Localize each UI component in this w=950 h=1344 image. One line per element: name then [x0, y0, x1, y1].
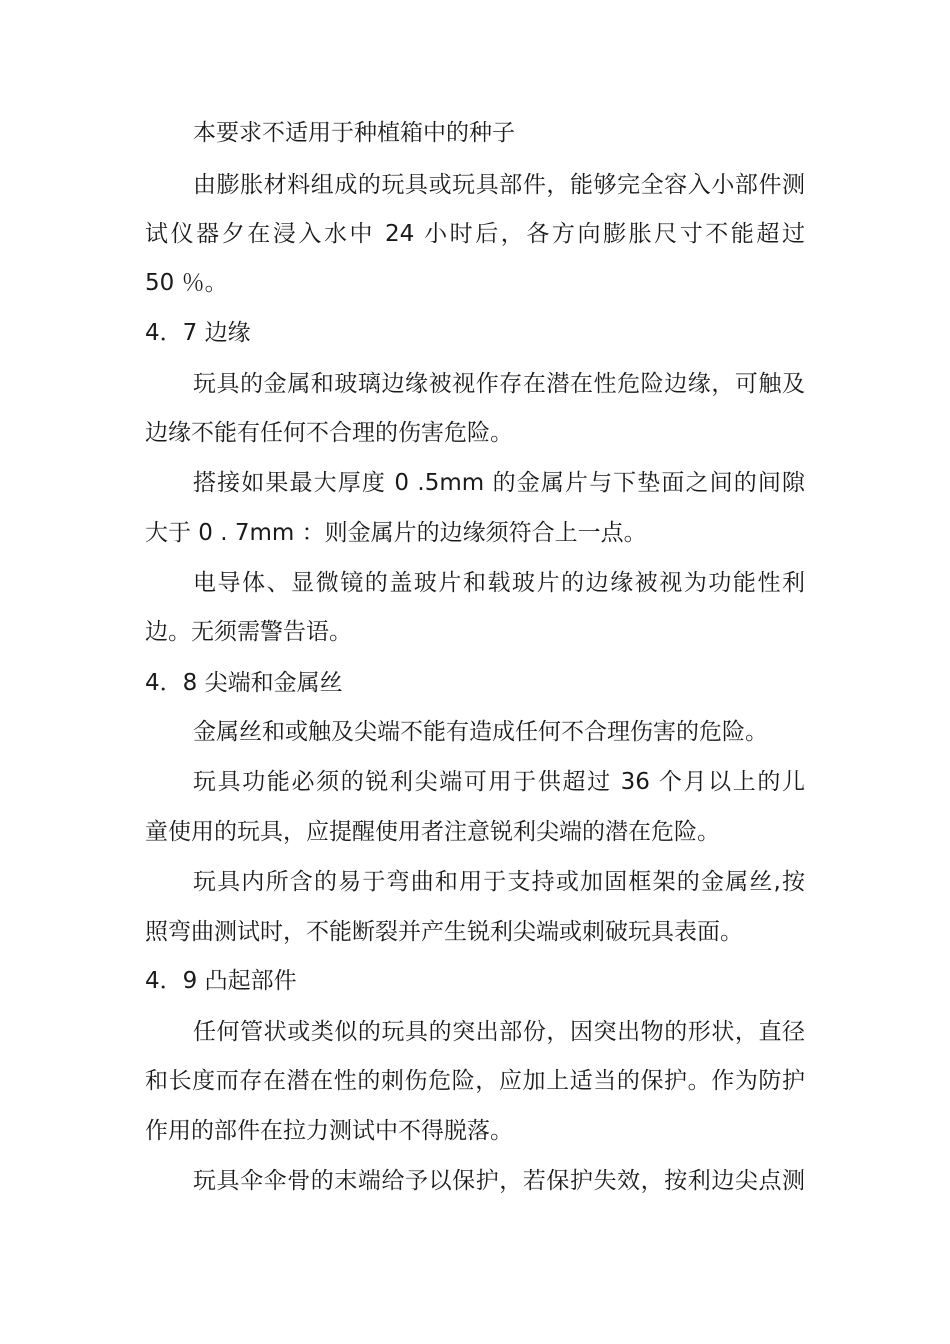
paragraph-line: 玩具的金属和玻璃边缘被视作存在潜在性危险边缘，可触及 [193, 371, 805, 397]
paragraph-line: 玩具内所含的易于弯曲和用于支持或加固框架的金属丝,按 [193, 869, 805, 895]
paragraph-line: 试仪器夕在浸入水中 24 小时后，各方向膨胀尺寸不能超过 [145, 221, 805, 247]
paragraph-line: 金属丝和或触及尖端不能有造成任何不合理伤害的危险。 [193, 719, 768, 745]
paragraph-line: 50 ％。 [145, 270, 228, 296]
section-heading: 4．8 尖端和金属丝 [145, 670, 343, 696]
section-heading: 4．7 边缘 [145, 320, 251, 346]
paragraph-line: 由膨胀材料组成的玩具或玩具部件，能够完全容入小部件测 [193, 172, 805, 198]
paragraph-line: 电导体、显微镜的盖玻片和载玻片的边缘被视为功能性利 [193, 570, 805, 596]
paragraph-line: 童使用的玩具，应提醒使用者注意锐利尖端的潜在危险。 [145, 819, 720, 845]
paragraph-line: 本要求不适用于种植箱中的种子 [193, 120, 515, 146]
paragraph-line: 照弯曲测试时，不能断裂并产生锐利尖端或刺破玩具表面。 [145, 919, 743, 945]
paragraph-line: 边。无须需警告语。 [145, 619, 352, 645]
paragraph-line: 玩具伞伞骨的末端给予以保护，若保护失效，按利边尖点测 [193, 1168, 805, 1194]
paragraph-line: 搭接如果最大厚度 0 .5mm 的金属片与下垫面之间的间隙 [193, 470, 805, 496]
paragraph-line: 边缘不能有任何不合理的伤害危险。 [145, 420, 513, 446]
paragraph-line: 和长度而存在潜在性的刺伤危险，应加上适当的保护。作为防护 [145, 1068, 805, 1094]
paragraph-line: 作用的部件在拉力测试中不得脱落。 [145, 1118, 513, 1144]
paragraph-line: 大于 0 . 7mm ：则金属片的边缘须符合上一点。 [145, 520, 647, 546]
section-heading: 4．9 凸起部件 [145, 968, 297, 994]
paragraph-line: 玩具功能必须的锐利尖端可用于供超过 36 个月以上的儿 [193, 769, 805, 795]
paragraph-line: 任何管状或类似的玩具的突出部份，因突出物的形状，直径 [193, 1019, 805, 1045]
